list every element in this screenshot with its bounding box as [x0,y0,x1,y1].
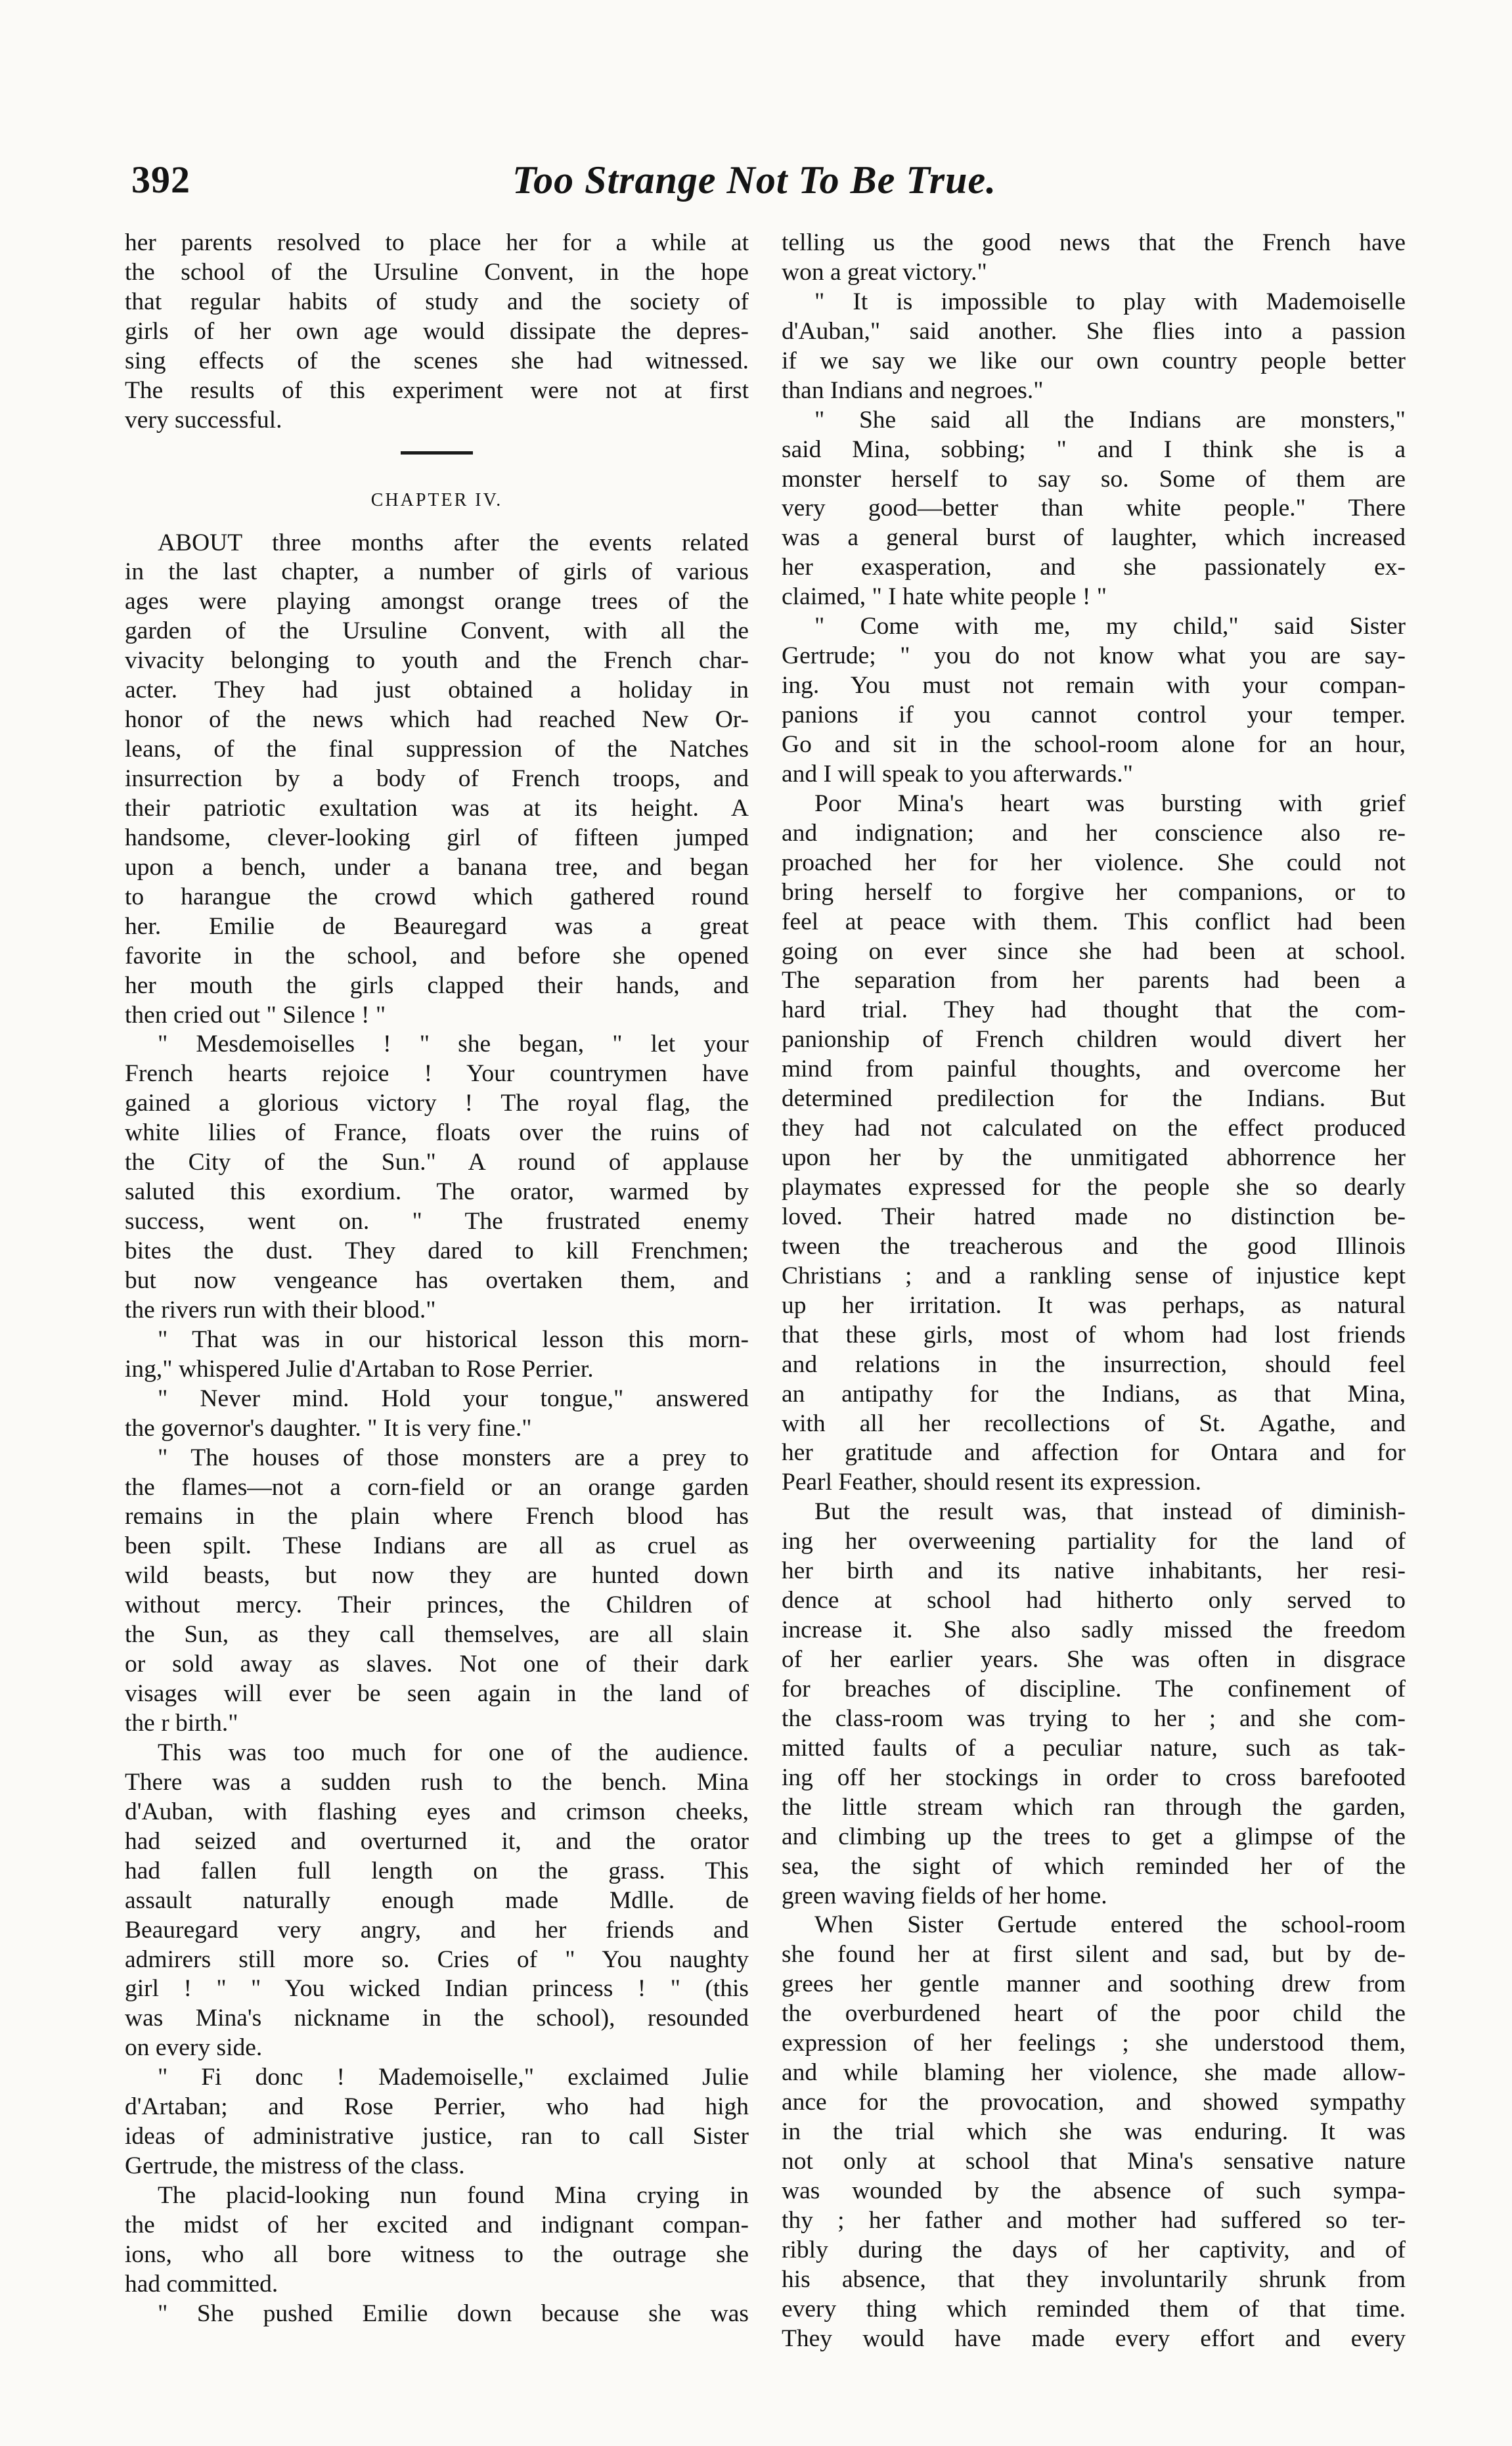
text-line: handsome, clever-looking girl of fifteen jumped [125,824,749,851]
text-line: saluted this exordium. The orator, warmed by [125,1178,749,1206]
text-line: their patriotic exultation was at its height. A [125,794,749,822]
text-line: But the result was, that instead of diminish- [814,1498,1406,1526]
page-number: 392 [131,158,190,201]
text-line: said Mina, sobbing; " and I think she is a [782,435,1406,463]
paragraph [782,1498,1406,1911]
paragraph [125,1444,749,1739]
text-line: if we say we like our own country people better [782,347,1406,374]
text-line: remains in the plain where French blood has [125,1503,749,1530]
text-line: insurrection by a body of French troops, and [125,765,749,792]
text-line: upon a bench, under a banana tree, and began [125,853,749,881]
text-line: the City of the Sun." A round of applause [125,1149,749,1176]
text-line: ions, who all bore witness to the outrage she [125,2240,749,2268]
text-line: ribly during the days of her captivity, and of [782,2236,1406,2263]
left-column [125,229,749,2329]
text-line: proached her for her violence. She could not [782,849,1406,876]
text-line: admirers still more so. Cries of " You naughty [125,1946,749,1973]
text-line: her. Emilie de Beauregard was a great [125,912,749,940]
chapter-heading: CHAPTER IV. [370,489,503,510]
text-line: the rivers run with their blood." [125,1296,436,1323]
text-line: gained a glorious victory ! The royal flag, the [125,1090,749,1117]
running-head [131,158,1366,210]
text-line: leans, of the final suppression of the Natches [125,736,749,763]
text-line: garden of the Ursuline Convent, with all the [125,617,749,645]
text-line: panions if you cannot control your temper. [782,701,1406,728]
running-title: Too Strange Not To Be True. [512,158,997,202]
text-line: that regular habits of study and the society of [125,288,749,315]
text-line: When Sister Gertude entered the school-room [814,1911,1406,1939]
text-line: not only at school that Mina's sensative nature [782,2147,1406,2175]
text-line: upon her by the unmitigated abhorrence her [782,1144,1406,1172]
text-line: on every side. [125,2034,263,2062]
text-line: favorite in the school, and before she opened [125,942,749,969]
text-line: without mercy. Their princes, the Children of [125,1591,749,1619]
paragraph [125,229,749,435]
text-line: They would have made every effort and every [782,2324,1406,2352]
text-line: hard trial. They had thought that the com- [782,996,1406,1024]
text-line: an antipathy for the Indians, as that Mina, [782,1380,1406,1408]
text-line: " Come with me, my child," said Sister [814,613,1406,640]
text-line: ance for the provocation, and showed sympathy [782,2089,1406,2116]
text-line: vivacity belonging to youth and the French char- [125,647,749,675]
text-line: determined predilection for the Indians. But [782,1085,1406,1113]
text-line: every thing which reminded them of that time. [782,2295,1406,2323]
text-line: and I will speak to you afterwards." [782,760,1133,788]
text-line: " Fi donc ! Mademoiselle," exclaimed Julie [158,2064,749,2091]
paragraph [782,612,1406,789]
text-line: the overburdened heart of the poor child the [782,2000,1406,2028]
text-line: or sold away as slaves. Not one of their dark [125,1651,749,1678]
text-line: panionship of French children would divert her [782,1026,1406,1054]
text-line: assault naturally enough made Mdlle. de [125,1886,749,1914]
text-line: monster herself to say so. Some of them are [782,465,1406,493]
text-line: his absence, that they involuntarily shrunk from [782,2265,1406,2293]
text-line: her exasperation, and she passionately ex- [782,554,1406,581]
text-line: in the last chapter, a number of girls of various [125,558,749,586]
text-line: had seized and overturned it, and the orator [125,1827,749,1855]
text-line: and indignation; and her conscience also re- [782,819,1406,847]
text-line: bites the dust. They dared to kill Frenchmen; [125,1237,749,1264]
text-line: was Mina's nickname in the school), resounded [125,2005,749,2032]
text-line: girl ! " " You wicked Indian princess ! " (this [125,1975,749,2003]
text-line: French hearts rejoice ! Your countrymen have [125,1060,749,1088]
paragraph [125,1030,749,1325]
text-line: Gertrude, the mistress of the class. [125,2152,465,2180]
text-line: claimed, " I hate white people ! " [782,583,1107,611]
text-line: than Indians and negroes." [782,376,1044,404]
text-line: ABOUT three months after the events related [158,529,749,556]
text-line: " Never mind. Hold your tongue," answered [158,1385,749,1412]
text-line: ing," whispered Julie d'Artaban to Rose Perrier. [125,1355,594,1383]
text-line: Go and sit in the school-room alone for an hour, [782,730,1406,758]
text-line: mind from painful thoughts, and overcome her [782,1056,1406,1083]
text-line: increase it. She also sadly missed the freedom [782,1616,1406,1644]
text-line: in the trial which she was enduring. It was [782,2118,1406,2145]
text-line: d'Artaban; and Rose Perrier, who had high [125,2093,749,2121]
paragraph [125,1739,749,2063]
text-line: won a great victory." [782,258,987,286]
paragraph [125,1385,749,1444]
text-line: " That was in our historical lesson this morn- [158,1325,749,1353]
paragraph [125,529,749,1031]
text-line: ages were playing amongst orange trees of the [125,588,749,615]
text-line: thy ; her father and mother had suffered so ter- [782,2206,1406,2234]
text-line: " It is impossible to play with Mademoiselle [814,288,1406,315]
text-line: green waving fields of her home. [782,1882,1107,1909]
text-line: Christians ; and a rankling sense of injustice kept [782,1262,1406,1289]
text-line: Poor Mina's heart was bursting with grief [814,789,1406,817]
text-line: telling us the good news that the French have [782,229,1406,256]
text-line: was a general burst of laughter, which increased [782,524,1406,552]
paragraph [125,2063,749,2181]
text-line: the school of the Ursuline Convent, in the hope [125,258,749,286]
text-line: " She said all the Indians are monsters," [814,406,1406,434]
text-line: feel at peace with them. This conflict had been [782,908,1406,935]
text-line: The placid-looking nun found Mina crying in [158,2182,749,2209]
text-line: the governor's daughter. " It is very fine." [125,1414,532,1442]
text-line: the flames—not a corn-field or an orange garden [125,1473,749,1501]
text-line: dence at school had hitherto only served to [782,1587,1406,1614]
text-line: The separation from her parents had been a [782,967,1406,994]
text-line: very good—better than white people." There [782,495,1406,522]
text-line: ideas of administrative justice, ran to call Sister [125,2123,749,2150]
text-line: had fallen full length on the grass. This [125,1857,749,1884]
paragraph [125,2181,749,2300]
text-line: " The houses of those monsters are a prey to [158,1444,749,1471]
text-line: success, went on. " The frustrated enemy [125,1208,749,1235]
text-line: her birth and its native inhabitants, her resi- [782,1557,1406,1585]
paragraph [782,229,1406,288]
text-line: honor of the news which had reached New Or- [125,706,749,734]
text-line: up her irritation. It was perhaps, as natural [782,1291,1406,1319]
text-line: ing off her stockings in order to cross barefooted [782,1764,1406,1791]
text-line: very successful. [125,406,282,434]
text-line: The results of this experiment were not at first [125,376,749,404]
text-line: " Mesdemoiselles ! " she began, " let your [158,1031,749,1058]
text-line: Gertrude; " you do not know what you are say- [782,642,1406,670]
text-line: for breaches of discipline. The confinement of [782,1675,1406,1702]
right-column [782,229,1406,2354]
text-line: ing her overweening partiality for the land of [782,1528,1406,1555]
text-line: mitted faults of a peculiar nature, such as tak- [782,1734,1406,1762]
paragraph [782,1911,1406,2353]
section-divider [401,451,473,455]
text-line: and climbing up the trees to get a glimpse of the [782,1823,1406,1850]
text-line: then cried out " Silence ! " [125,1001,386,1029]
text-line: visages will ever be seen again in the land of [125,1680,749,1708]
text-line: had committed. [125,2270,278,2298]
text-line: the r birth." [125,1710,238,1737]
text-line: and relations in the insurrection, should feel [782,1350,1406,1378]
text-line: been spilt. These Indians are all as cruel as [125,1532,749,1560]
text-line: was wounded by the absence of such sympa- [782,2177,1406,2204]
text-line: d'Auban," said another. She flies into a passion [782,317,1406,345]
text-line: her gratitude and affection for Ontara and for [782,1439,1406,1467]
text-line: There was a sudden rush to the bench. Mina [125,1768,749,1796]
text-line: of her earlier years. She was often in disgrace [782,1646,1406,1673]
text-line: d'Auban, with flashing eyes and crimson cheeks, [125,1798,749,1825]
text-line: white lilies of France, floats over the ruins of [125,1119,749,1147]
text-line: acter. They had just obtained a holiday in [125,677,749,704]
paragraph [782,406,1406,613]
text-line: loved. Their hatred made no distinction be- [782,1203,1406,1230]
text-line: sea, the sight of which reminded her of the [782,1852,1406,1880]
text-line: grees her gentle manner and soothing drew from [782,1970,1406,1998]
text-line: ing. You must not remain with your compan- [782,672,1406,700]
text-line: bring herself to forgive her companions, or to [782,878,1406,906]
text-line: and while blaming her violence, she made allow- [782,2059,1406,2087]
text-line: going on ever since she had been at school. [782,937,1406,965]
text-line: playmates expressed for the people she so dearly [782,1174,1406,1201]
text-line: the little stream which ran through the garden, [782,1793,1406,1821]
text-line: This was too much for one of the audience. [158,1739,749,1766]
text-line: the Sun, as they call themselves, are all slain [125,1621,749,1649]
text-line: they had not calculated on the effect produced [782,1115,1406,1142]
paragraph [782,789,1406,1498]
text-line: but now vengeance has overtaken them, and [125,1266,749,1294]
paragraph [782,288,1406,406]
text-line: " She pushed Emilie down because she was [158,2300,749,2327]
text-line: expression of her feelings ; she understood them, [782,2030,1406,2057]
text-line: the midst of her excited and indignant compan- [125,2211,749,2238]
text-line: tween the treacherous and the good Illinois [782,1232,1406,1260]
paragraph [125,2300,749,2329]
text-line: that these girls, most of whom had lost friends [782,1321,1406,1348]
text-line: to harangue the crowd which gathered round [125,883,749,910]
text-line: Beauregard very angry, and her friends and [125,1916,749,1944]
text-line: girls of her own age would dissipate the depres- [125,317,749,345]
paragraph [125,1325,749,1385]
text-line: her mouth the girls clapped their hands, and [125,971,749,999]
text-line: the class-room was trying to her ; and she com- [782,1704,1406,1732]
text-line: wild beasts, but now they are hunted down [125,1562,749,1590]
text-line: her parents resolved to place her for a while at [125,229,749,256]
text-line: Pearl Feather, should resent its expression. [782,1469,1201,1496]
text-line: with all her recollections of St. Agathe, and [782,1410,1406,1437]
text-line: sing effects of the scenes she had witnessed. [125,347,749,374]
text-line: she found her at first silent and sad, but by de- [782,1941,1406,1968]
